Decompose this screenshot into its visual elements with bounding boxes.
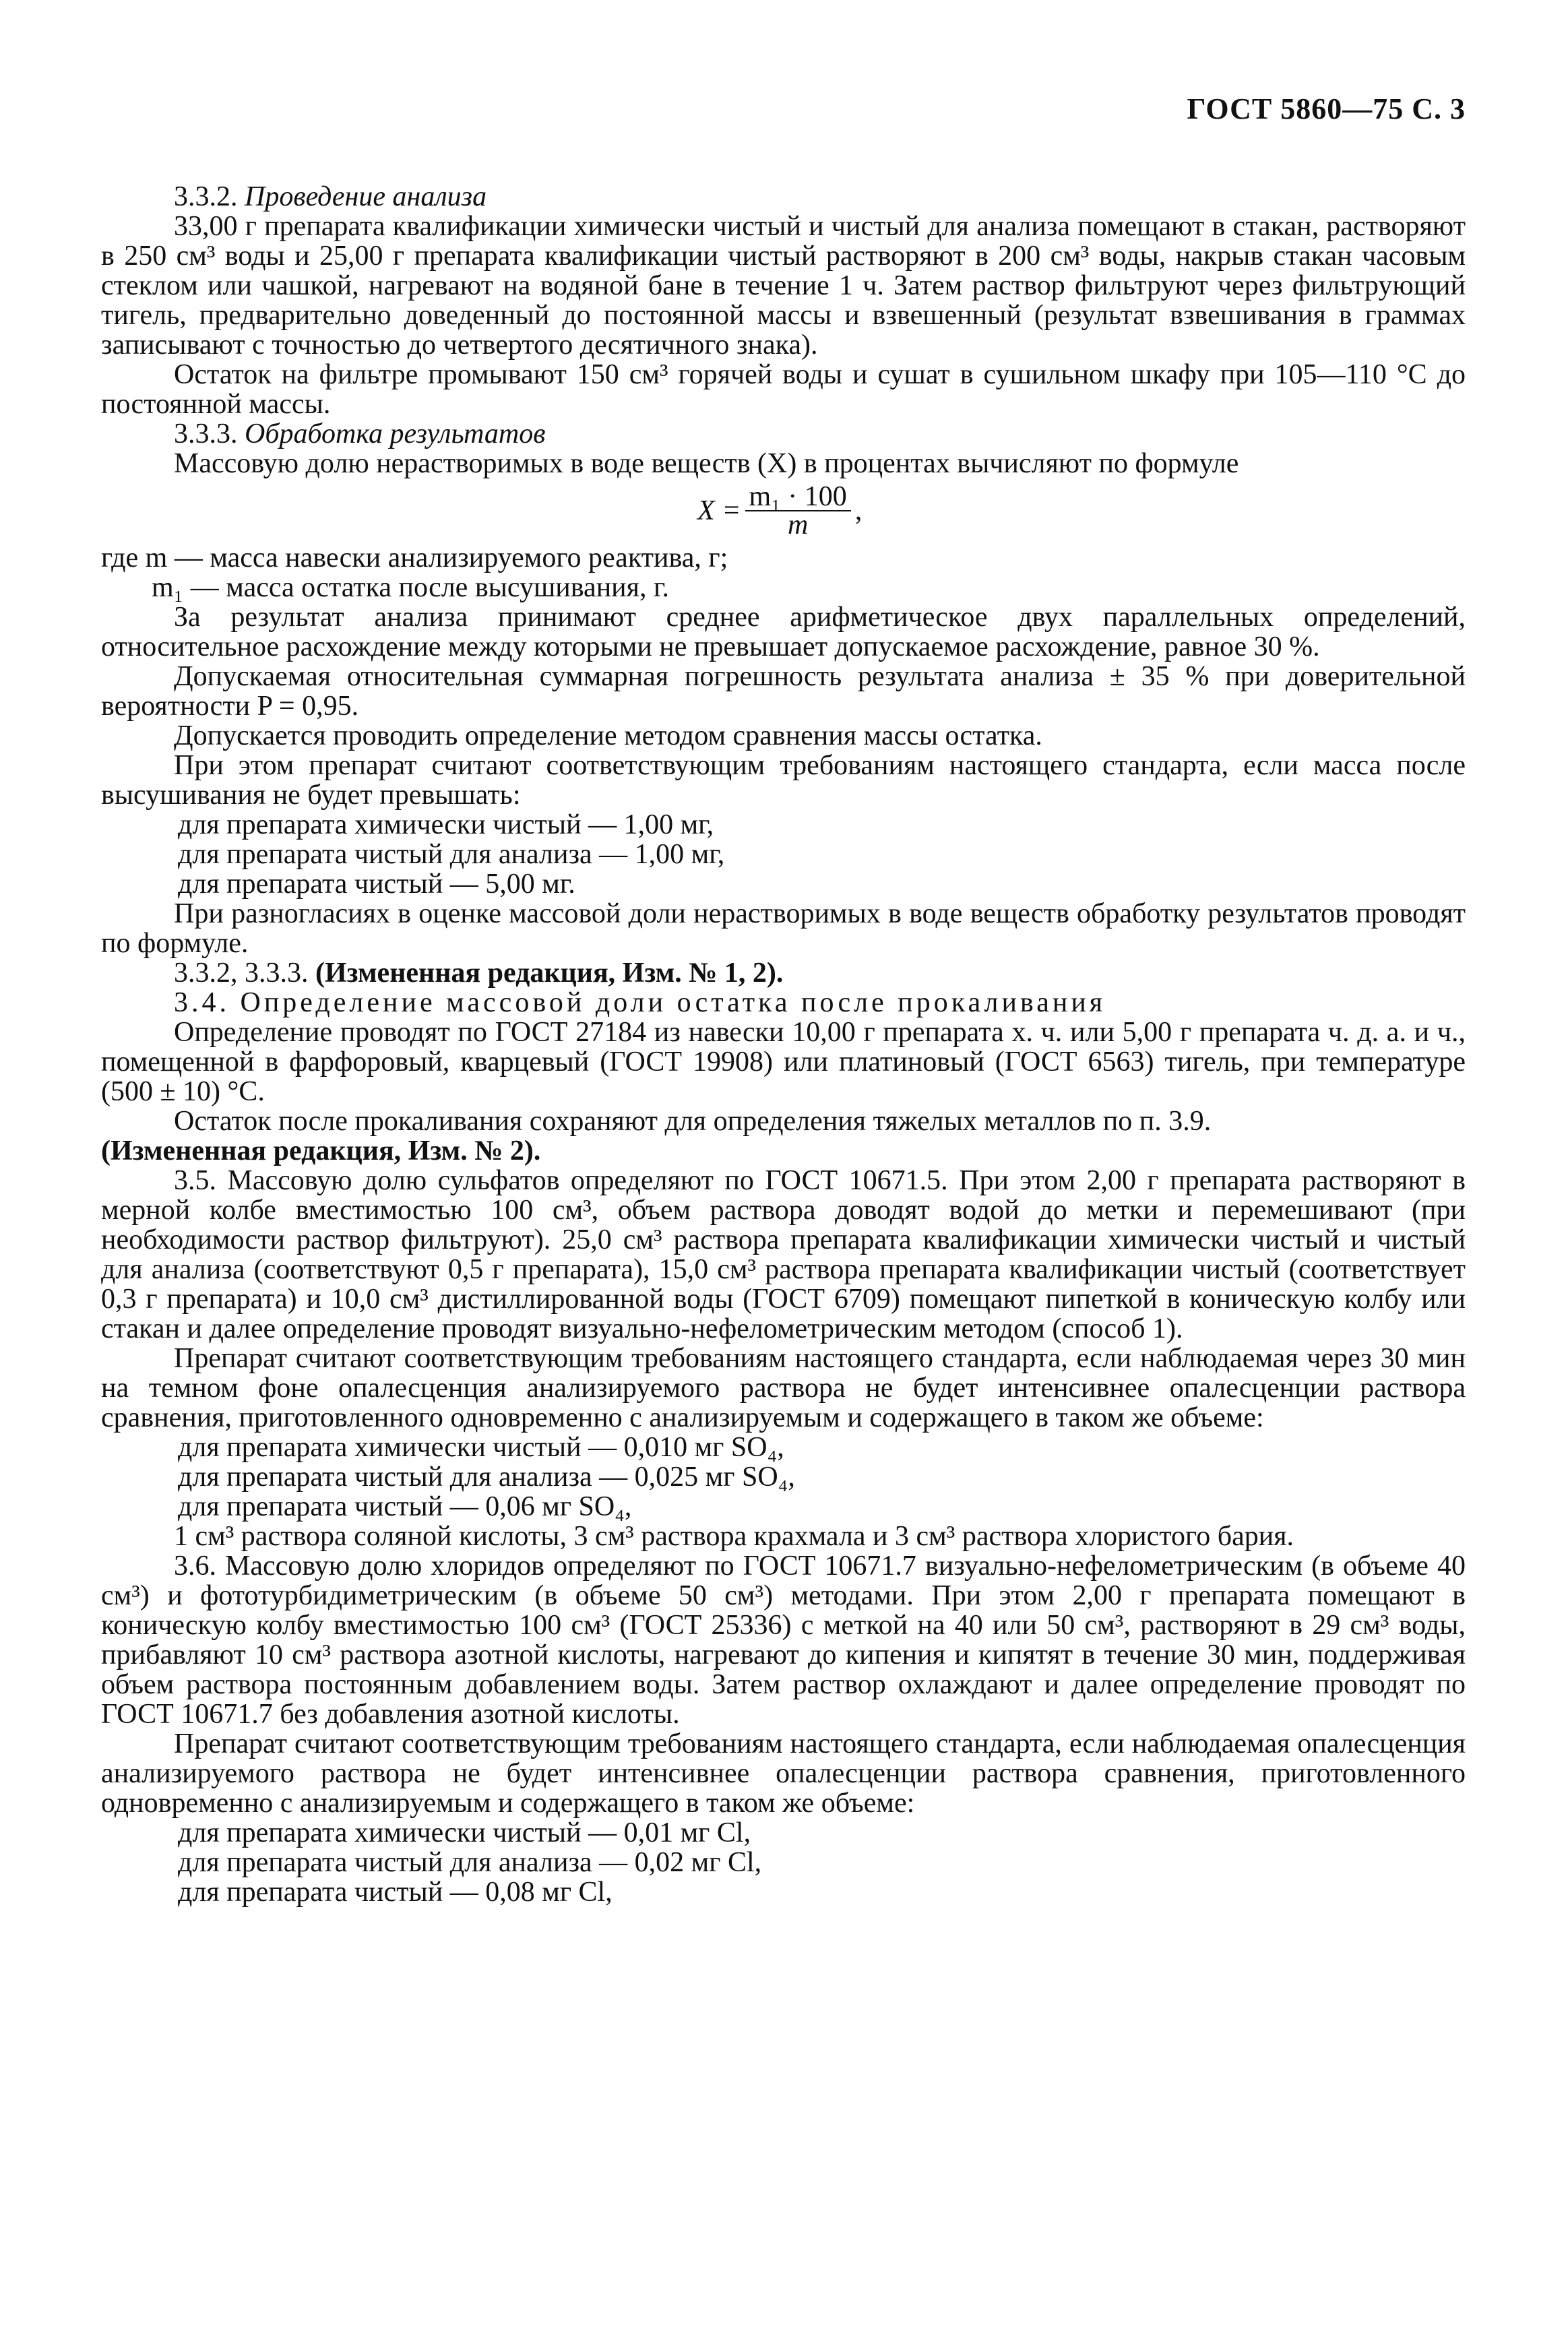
paragraph: Допускается проводить определение методом сравнения массы остатка. <box>174 720 1042 751</box>
page-header: ГОСТ 5860—75 С. 3 <box>1187 92 1466 125</box>
formula-where-line: m₁ — масса остатка после высушивания, г. <box>152 572 669 603</box>
list-item: для препарата чистый для анализа — 1,00 мг, <box>178 839 725 870</box>
amendment-sections: 3.3.2, 3.3.3. <box>174 958 315 989</box>
section-3-5-paragraph: 3.5. Массовую долю сульфатов определяют по ГОСТ 10671.5. При этом 2,00 г препарата растворяют в мерной колбе вместимостью 100 см³, объем раствора доводят водой до метки и перемешивают (при необходимости раствор фильтруют). 25,0 см³ раствора препарата квалификации химически чистый и чистый для анализа (соответствуют 0,5 г препарата), 15,0 см³ раствора препарата квалификации чистый (соответствует 0,3 г препарата) и 10,0 см³ дистиллированной воды (ГОСТ 6709) помещают пипеткой в коническую колбу или стакан и далее определение проводят визуально-нефелометрическим методом (способ 1). <box>101 1165 1466 1344</box>
section-number: 3.3.2. <box>174 181 245 212</box>
paragraph: 1 см³ раствора соляной кислоты, 3 см³ раствора крахмала и 3 см³ раствора хлористого бария. <box>174 1521 1294 1552</box>
paragraph: Препарат считают соответствующим требованиям настоящего стандарта, если наблюдаемая через 30 мин на темном фоне опалесценция анализируемого раствора не будет интенсивнее опалесценции раствора сравнения, приготовленного одновременно с анализируемым и содержащего в таком же объеме: <box>101 1343 1466 1433</box>
document-body <box>101 182 1466 1907</box>
document-page <box>101 0 1466 2345</box>
list-item: для препарата химически чистый — 1,00 мг, <box>178 809 714 840</box>
amendment-text: (Измененная редакция, Изм. № 1, 2). <box>315 958 784 989</box>
list-item: для препарата чистый для анализа — 0,025 мг SO₄, <box>178 1462 795 1493</box>
formula-numerator: m₁ · 100 <box>745 483 851 511</box>
section-3-6-paragraph: 3.6. Массовую долю хлоридов определяют по ГОСТ 10671.7 визуально-нефелометрическим (в объеме 40 см³) и фототурбидиметрическим (в объеме 50 см³) методами. При этом 2,00 г препарата помещают в коническую колбу вместимостью 100 см³ (ГОСТ 25336) с меткой на 40 или 50 см³, растворяют в 29 см³ воды, прибавляют 10 см³ раствора азотной кислоты, нагревают до кипения и кипятят в течение 30 мин, поддерживая объем раствора постоянным добавлением воды. Затем раствор охлаждают и далее определение проводят по ГОСТ 10671.7 без добавления азотной кислоты. <box>101 1551 1466 1730</box>
amendment-note <box>101 958 1466 988</box>
paragraph: Остаток на фильтре промывают 150 см³ горячей воды и сушат в сушильном шкафу при 105—110 °С до постоянной массы. <box>101 359 1466 420</box>
amendment-note: (Измененная редакция, Изм. № 2). <box>101 1135 541 1166</box>
list-item: для препарата чистый — 0,06 мг SO₄, <box>178 1491 632 1522</box>
formula-fraction <box>745 483 851 538</box>
formula-tail: , <box>854 495 863 526</box>
formula-denominator: m <box>787 509 809 540</box>
paragraph: 33,00 г препарата квалификации химически чистый и чистый для анализа помещают в стакан, растворяют в 250 см³ воды и 25,00 г препарата квалификации чистый растворяют в 200 см³ воды, накрыв стакан часовым стеклом или чашкой, нагревают на водяной бане в течение 1 ч. Затем раствор фильтруют через фильтрующий тигель, предварительно доведенный до постоянной массы и взвешенный (результат взвешивания в граммах записывают с точностью до четвертого десятичного знака). <box>101 211 1466 361</box>
formula-where-line: где m — масса навески анализируемого реактива, г; <box>101 542 728 573</box>
formula-lhs: X = <box>697 495 741 526</box>
paragraph: При разногласиях в оценке массовой доли нерастворимых в воде веществ обработку результатов проводят по формуле. <box>101 898 1466 959</box>
paragraph: Определение проводят по ГОСТ 27184 из навески 10,00 г препарата х. ч. или 5,00 г препарата ч. д. а. и ч., помещенной в фарфоровый, кварцевый (ГОСТ 19908) или платиновый (ГОСТ 6563) тигель, при температуре (500 ± 10) °С. <box>101 1017 1466 1107</box>
paragraph: При этом препарат считают соответствующим требованиям настоящего стандарта, если масса после высушивания не будет превышать: <box>101 750 1466 811</box>
list-item: для препарата химически чистый — 0,01 мг Cl, <box>178 1817 751 1848</box>
section-3-4-heading: 3.4. Определение массовой доли остатка после прокаливания <box>174 987 1106 1018</box>
section-title: Обработка результатов <box>245 418 546 449</box>
paragraph: Остаток после прокаливания сохраняют для определения тяжелых металлов по п. 3.9. <box>174 1106 1212 1137</box>
list-item: для препарата химически чистый — 0,010 мг SO₄, <box>178 1432 784 1463</box>
section-number: 3.3.3. <box>174 418 245 449</box>
section-3-3-2-heading <box>101 182 1466 212</box>
paragraph: Массовую долю нерастворимых в воде веществ (X) в процентах вычисляют по формуле <box>174 448 1239 479</box>
list-item: для препарата чистый для анализа — 0,02 мг Cl, <box>178 1847 762 1878</box>
formula <box>697 478 1466 543</box>
paragraph: За результат анализа принимают среднее арифметическое двух параллельных определений, относительное расхождение между которыми не превышает допускаемое расхождение, равное 30 %. <box>101 602 1466 662</box>
list-item: для препарата чистый — 5,00 мг. <box>178 869 575 900</box>
paragraph: Допускаемая относительная суммарная погрешность результата анализа ± 35 % при доверительной вероятности P = 0,95. <box>101 661 1466 722</box>
list-item: для препарата чистый — 0,08 мг Cl, <box>178 1877 613 1908</box>
paragraph: Препарат считают соответствующим требованиям настоящего стандарта, если наблюдаемая опалесценция анализируемого раствора не будет интенсивнее опалесценции раствора сравнения, приготовленного одновременно с анализируемым и содержащего в таком же объеме: <box>101 1728 1466 1819</box>
section-title: Проведение анализа <box>245 181 487 212</box>
section-3-3-3-heading <box>101 419 1466 449</box>
